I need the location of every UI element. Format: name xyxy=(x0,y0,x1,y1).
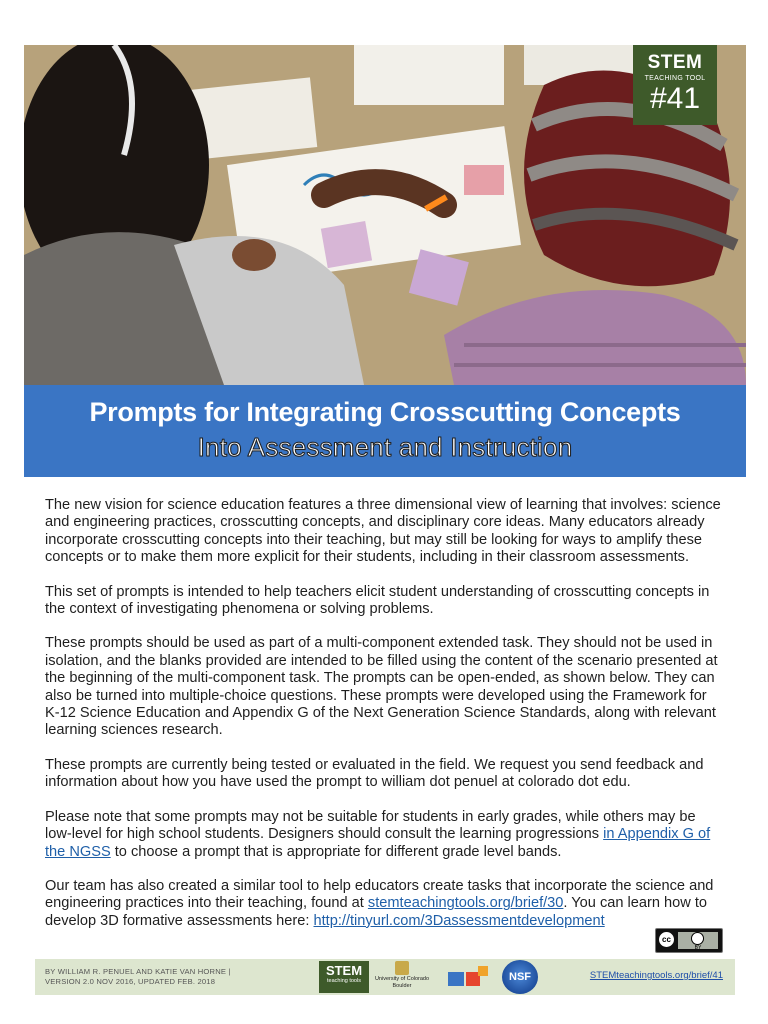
paragraph-related-tools xyxy=(45,878,725,930)
paragraph-grade-note xyxy=(45,809,725,861)
credit-version: VERSION 2.0 NOV 2016, UPDATED FEB. 2018 xyxy=(45,977,216,986)
badge-number: #41 xyxy=(649,82,701,115)
stem-teaching-tool-badge xyxy=(633,45,717,125)
page-subtitle: Into Assessment and Instruction xyxy=(197,432,573,462)
page-title: Prompts for Integrating Crosscutting Concepts xyxy=(89,397,681,427)
appendix-g-link[interactable]: in Appendix G of the NGSS xyxy=(45,826,711,860)
related-tools-text-mid: . You can learn how to develop 3D formative assessments here: xyxy=(45,895,708,929)
title-banner xyxy=(24,385,746,477)
cu-campus: Boulder xyxy=(392,983,412,989)
credit-authors: BY WILLIAM R. PENUEL AND KATIE VAN HORNE | xyxy=(45,967,231,976)
assessment-development-link[interactable]: http://tinyurl.com/3Dassessmentdevelopment xyxy=(313,912,605,929)
brief-30-link[interactable]: stemteachingtools.org/brief/30 xyxy=(367,895,564,912)
paragraph-purpose: This set of prompts is intended to help teachers elicit student understanding of crosscutting concepts in the context of investigating phenomena or solving problems. xyxy=(45,583,710,618)
paragraph-usage: These prompts should be used as part of a multi-component extended task. They should not be used in isolation, and the blanks provided are intended to be filled using the content of the scenario presented at the beginning of the multi-component task. The prompts can be open-ended, as shown below. They can also be turned into multiple-choice questions. These prompts were developed using the Framework for K-12 Science Education and Appendix G of the Next Generation Science Standards, along with relevant learning sciences research. xyxy=(45,635,718,739)
cc-icon: cc xyxy=(659,932,674,947)
research-practice-logo-icon xyxy=(446,964,490,990)
badge-tool: TEACHING TOOL xyxy=(644,75,706,82)
related-tools-text: Our team has also created a similar tool to help educators create tasks that incorporate the science and engineering practices into their teaching, found at xyxy=(45,877,714,912)
stem-logo-text: STEM xyxy=(325,963,363,978)
cc-by-license-badge xyxy=(655,928,723,953)
cu-name: University of Colorado xyxy=(374,976,430,982)
stem-logo-subtext: teaching tools xyxy=(327,978,361,984)
brief-41-link[interactable]: STEMteachingtools.org/brief/41 xyxy=(589,970,723,981)
paragraph-intro: The new vision for science education features a three dimensional view of learning that involves: science and engineering practices, crosscutting concepts, and disciplinary core ideas. Many educators already incorporate crosscutting concepts into their teaching, but may still be looking for ways to amplify these concepts or to make them more explicit for their students, including in their classroom assessments. xyxy=(45,497,721,566)
stem-teaching-tools-logo xyxy=(319,961,369,993)
grade-note-text-end: to choose a prompt that is appropriate for different grade level bands. xyxy=(110,843,562,860)
cu-emblem-icon xyxy=(395,961,409,975)
footer xyxy=(35,959,735,995)
badge-stem: STEM xyxy=(647,52,703,73)
footer-credit xyxy=(45,967,231,987)
paragraph-feedback: These prompts are currently being tested or evaluated in the field. We request you send feedback and information about how you have used the prompt to william dot penuel at colorado dot edu. xyxy=(45,756,704,791)
attribution-person-icon xyxy=(691,932,704,945)
license-by-label: BY xyxy=(694,945,702,951)
body-text xyxy=(45,497,725,947)
nsf-logo: NSF xyxy=(502,960,538,994)
grade-note-text: Please note that some prompts may not be suitable for students in early grades, while others may be low-level for high school students. Designers should consult the learning progressions xyxy=(45,808,696,843)
university-of-colorado-logo xyxy=(372,959,432,995)
